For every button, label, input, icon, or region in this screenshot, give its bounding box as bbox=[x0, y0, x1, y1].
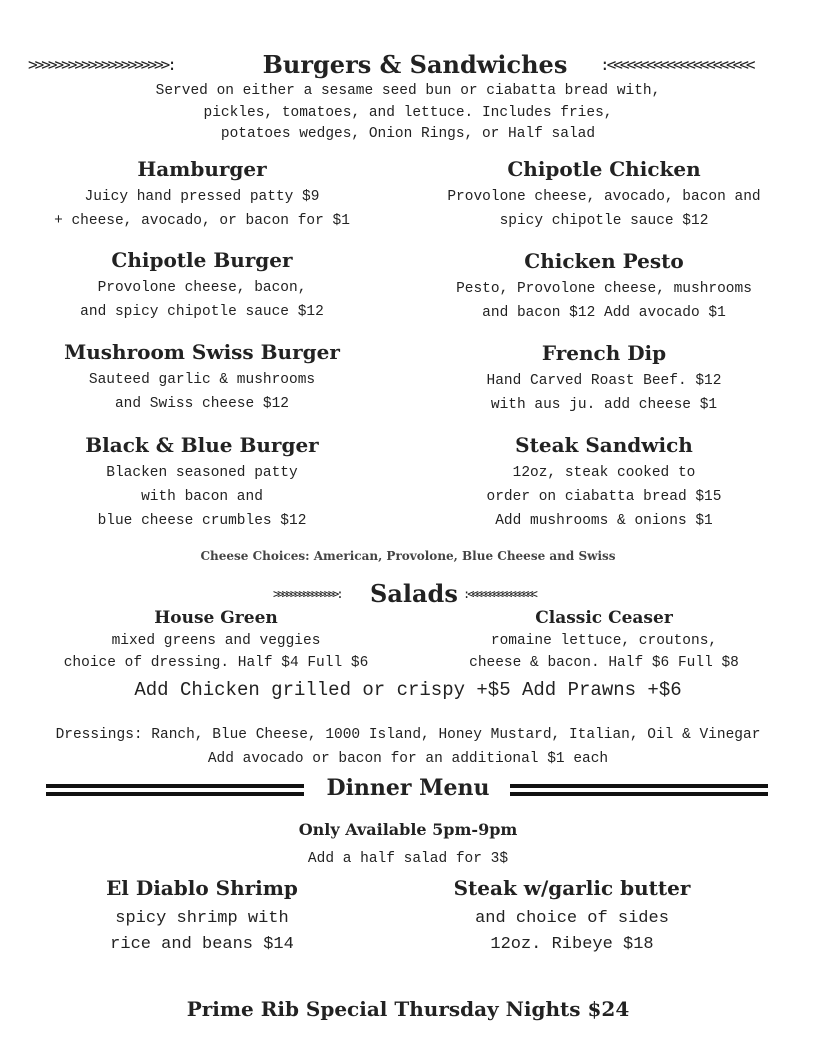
description-line: Add mushrooms & onions $1 bbox=[495, 513, 713, 529]
menu-item-mushroom-swiss-burger bbox=[0, 340, 404, 416]
salad-protein-addons: Add Chicken grilled or crispy +$5 Add Prawns +$6 bbox=[134, 679, 682, 701]
description-line: Blacken seasoned patty bbox=[106, 465, 298, 481]
burgers-section-title: Burgers & Sandwiches bbox=[262, 50, 568, 79]
cheese-choices-note: Cheese Choices: American, Provolone, Blue Cheese and Swiss bbox=[200, 549, 616, 563]
item-description bbox=[404, 630, 804, 674]
menu-item-french-dip bbox=[404, 341, 804, 417]
description-line: + cheese, avocado, or bacon for $1 bbox=[54, 213, 350, 229]
item-name: Mushroom Swiss Burger bbox=[64, 340, 340, 364]
description-line: rice and beans $14 bbox=[110, 935, 294, 954]
item-name: Classic Ceaser bbox=[535, 608, 673, 628]
item-description bbox=[404, 277, 804, 325]
description-line: 12oz, steak cooked to bbox=[512, 465, 696, 481]
description-line: spicy shrimp with bbox=[115, 909, 289, 928]
description-line: Provolone cheese, bacon, bbox=[97, 280, 307, 296]
description-line: blue cheese crumbles $12 bbox=[97, 513, 307, 529]
burgers-intro bbox=[108, 81, 708, 146]
item-description bbox=[0, 276, 404, 324]
salads-section-title: Salads bbox=[370, 579, 458, 608]
description-line: spicy chipotle sauce $12 bbox=[499, 213, 709, 229]
item-description bbox=[0, 185, 404, 233]
dinner-section-title: Dinner Menu bbox=[326, 775, 490, 801]
description-line: mixed greens and veggies bbox=[111, 633, 321, 649]
dressings-extra: Add avocado or bacon for an additional $1 each bbox=[207, 751, 609, 767]
dinner-availability: Only Available 5pm-9pm bbox=[298, 820, 518, 839]
intro-line: Served on either a sesame seed bun or ciabatta bread with, bbox=[155, 83, 661, 99]
description-line: and spicy chipotle sauce $12 bbox=[80, 304, 324, 320]
item-description bbox=[0, 368, 404, 416]
menu-item-hamburger bbox=[0, 157, 404, 233]
description-line: choice of dressing. Half $4 Full $6 bbox=[63, 655, 369, 671]
salads-left-chevron-ornament: >>>>>>>>>>>>>>>: bbox=[273, 587, 341, 601]
item-description bbox=[404, 185, 804, 233]
description-line: and choice of sides bbox=[475, 909, 669, 928]
item-name: El Diablo Shrimp bbox=[106, 876, 298, 900]
menu-item-chipotle-chicken bbox=[404, 157, 804, 233]
dinner-item-el-diablo-shrimp bbox=[0, 876, 404, 958]
description-line: Pesto, Provolone cheese, mushrooms bbox=[456, 281, 752, 297]
right-chevron-ornament: :<<<<<<<<<<<<<<<<<<<<<< bbox=[600, 55, 753, 74]
description-line: with aus ju. add cheese $1 bbox=[490, 397, 718, 413]
item-name: Black & Blue Burger bbox=[85, 433, 319, 457]
menu-item-black-blue-burger bbox=[0, 433, 404, 533]
left-chevron-ornament: >>>>>>>>>>>>>>>>>>>>>: bbox=[28, 55, 174, 74]
description-line: 12oz. Ribeye $18 bbox=[490, 935, 654, 954]
dinner-half-salad-note: Add a half salad for 3$ bbox=[307, 851, 509, 867]
description-line: order on ciabatta bread $15 bbox=[486, 489, 722, 505]
right-double-rule bbox=[510, 784, 768, 796]
item-description bbox=[0, 906, 404, 958]
description-line: and Swiss cheese $12 bbox=[114, 396, 290, 412]
dressings-list: Dressings: Ranch, Blue Cheese, 1000 Island, Honey Mustard, Italian, Oil & Vinegar bbox=[55, 727, 761, 743]
prime-rib-special: Prime Rib Special Thursday Nights $24 bbox=[186, 997, 630, 1021]
description-line: romaine lettuce, croutons, bbox=[490, 633, 718, 649]
description-line: Juicy hand pressed patty $9 bbox=[84, 189, 320, 205]
description-line: Hand Carved Roast Beef. $12 bbox=[486, 373, 722, 389]
item-name: Steak w/garlic butter bbox=[453, 876, 691, 900]
item-name: Steak Sandwich bbox=[515, 433, 693, 457]
intro-line: potatoes wedges, Onion Rings, or Half salad bbox=[220, 126, 596, 142]
item-name: House Green bbox=[154, 608, 278, 628]
item-name: Hamburger bbox=[137, 157, 267, 181]
salads-right-chevron-ornament: :<<<<<<<<<<<<<<<< bbox=[463, 587, 535, 601]
salad-item-house-green bbox=[0, 608, 432, 674]
item-description bbox=[0, 461, 404, 533]
item-name: Chicken Pesto bbox=[524, 249, 684, 273]
dressings-block bbox=[0, 723, 816, 771]
item-name: Chipotle Burger bbox=[111, 248, 293, 272]
item-description bbox=[370, 906, 774, 958]
item-name: French Dip bbox=[541, 341, 667, 365]
menu-item-steak-sandwich bbox=[404, 433, 804, 533]
left-double-rule bbox=[46, 784, 304, 796]
item-description bbox=[404, 461, 804, 533]
description-line: cheese & bacon. Half $6 Full $8 bbox=[469, 655, 739, 671]
description-line: Sauteed garlic & mushrooms bbox=[88, 372, 316, 388]
menu-item-chipotle-burger bbox=[0, 248, 404, 324]
item-description bbox=[0, 630, 432, 674]
description-line: with bacon and bbox=[141, 489, 263, 505]
salad-item-classic-ceaser bbox=[404, 608, 804, 674]
item-name: Chipotle Chicken bbox=[507, 157, 701, 181]
description-line: Provolone cheese, avocado, bacon and bbox=[447, 189, 761, 205]
dinner-item-steak-garlic-butter bbox=[370, 876, 774, 958]
description-line: and bacon $12 Add avocado $1 bbox=[482, 305, 726, 321]
menu-item-chicken-pesto bbox=[404, 249, 804, 325]
intro-line: pickles, tomatoes, and lettuce. Includes fries, bbox=[203, 104, 613, 121]
item-description bbox=[404, 369, 804, 417]
